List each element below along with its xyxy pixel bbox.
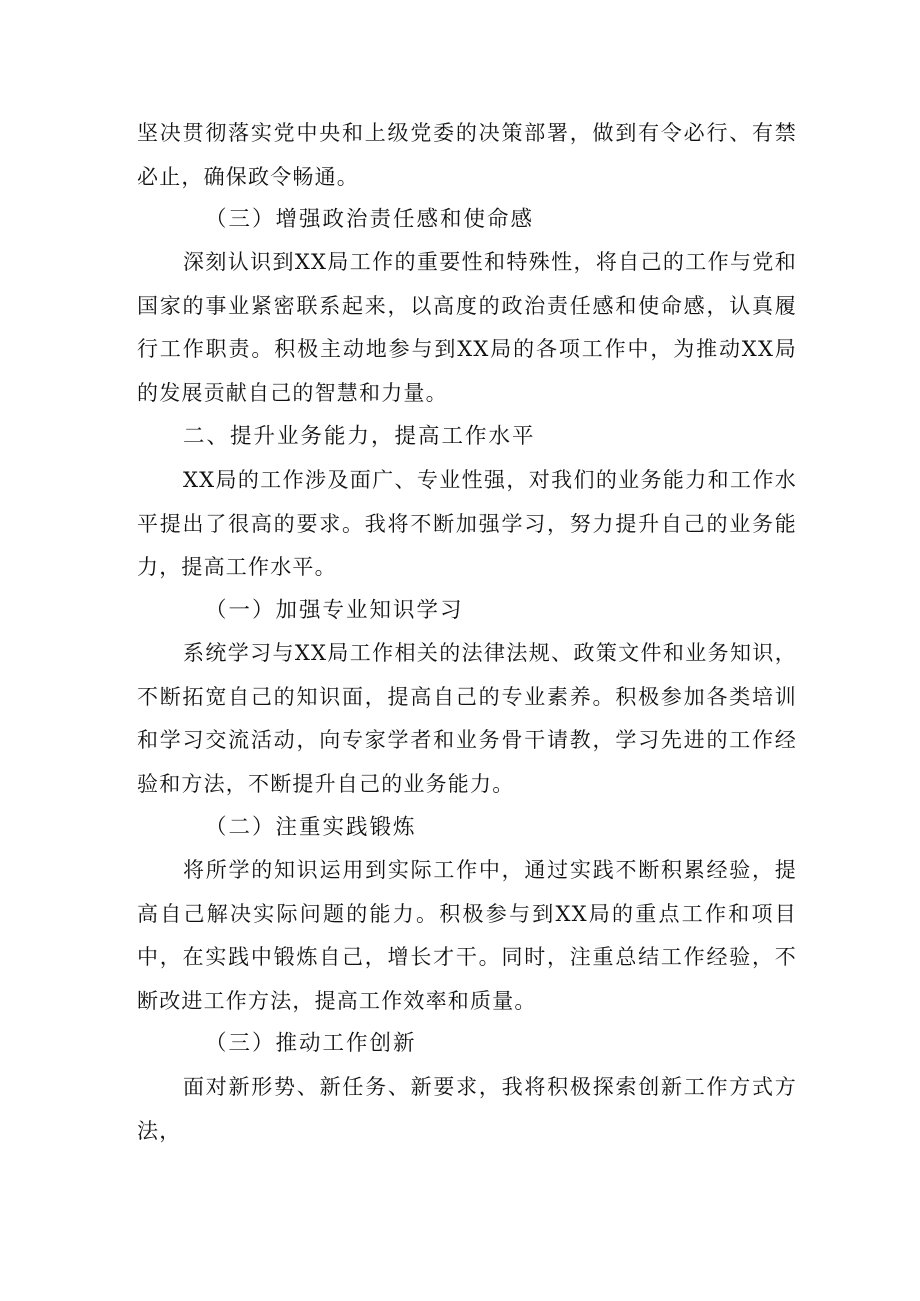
section-heading-business-ability: 二、提升业务能力，提高工作水平: [183, 424, 536, 449]
paragraph-innovation: 面对新形势、新任务、新要求，我将积极探索创新工作方式方法，: [137, 1075, 797, 1143]
section-heading-innovation: （三）推动工作创新: [205, 1031, 417, 1056]
paragraph-intro-continuation: 坚决贯彻落实党中央和上级党委的决策部署，做到有令必行、有禁必止，确保政令畅通。: [137, 121, 797, 189]
paragraph-business-ability: XX局的工作涉及面广、专业性强，对我们的业务能力和工作水平提出了很高的要求。我将不断加强学习，努力提升自己的业务能力，提高工作水平。: [137, 468, 797, 579]
paragraph-practice: 将所学的知识运用到实际工作中，通过实践不断积累经验，提高自己解决实际问题的能力。积极参与到XX局的重点工作和项目中，在实践中锻炼自己，增长才干。同时，注重总结工作经验，不断改进工作方法，提高工作效率和质量。: [137, 858, 797, 1013]
section-heading-professional-knowledge: （一）加强专业知识学习: [205, 598, 464, 623]
section-heading-practice: （二）注重实践锻炼: [205, 815, 417, 840]
paragraph-political-responsibility: 深刻认识到XX局工作的重要性和特殊性，将自己的工作与党和国家的事业紧密联系起来，以高度的政治责任感和使命感，认真履行工作职责。积极主动地参与到XX局的各项工作中，为推动XX局的发展贡献自己的智慧和力量。: [137, 250, 797, 405]
paragraph-professional-knowledge: 系统学习与XX局工作相关的法律法规、政策文件和业务知识，不断拓宽自己的知识面，提高自己的专业素养。积极参加各类培训和学习交流活动，向专家学者和业务骨干请教，学习先进的工作经验和方法，不断提升自己的业务能力。: [137, 641, 797, 796]
section-heading-political-responsibility: （三）增强政治责任感和使命感: [205, 207, 535, 232]
